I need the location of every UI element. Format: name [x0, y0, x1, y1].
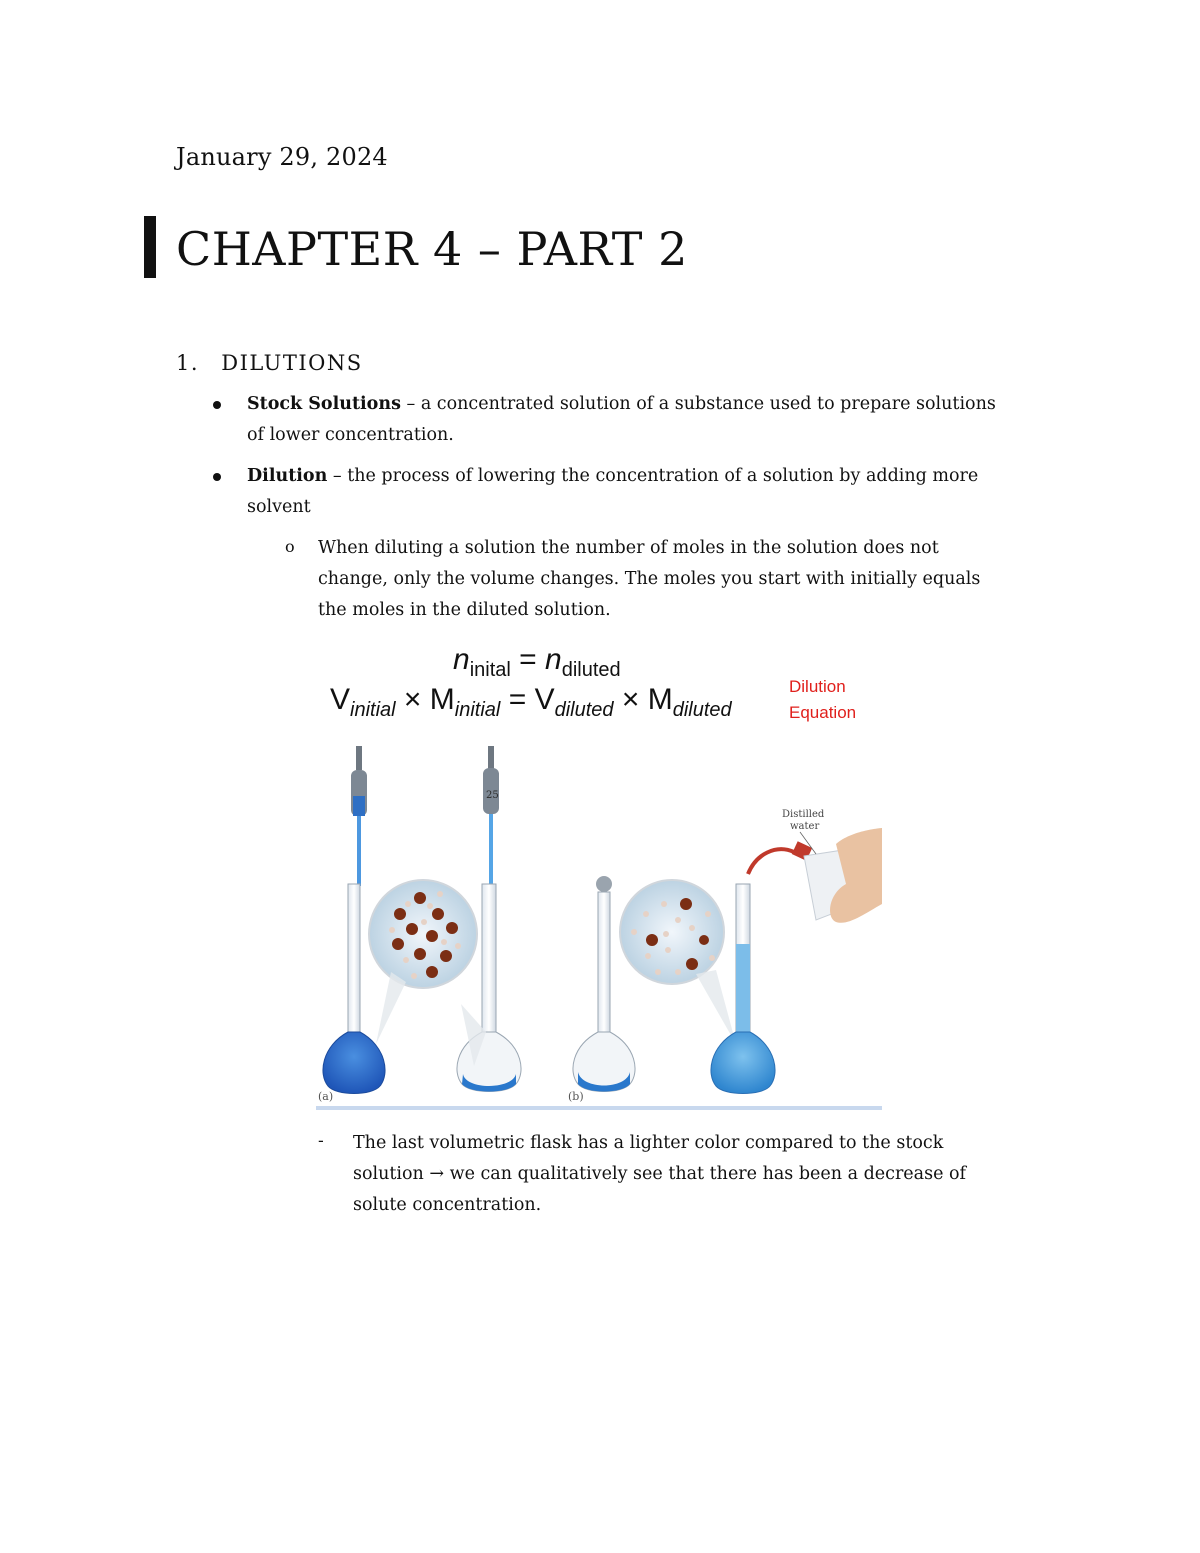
eq-symbol: M	[429, 683, 455, 716]
bullet-dot	[213, 473, 221, 481]
distilled-water-label: water	[790, 821, 820, 832]
bullet-dot	[213, 401, 221, 409]
eq-operator: ×	[395, 683, 430, 716]
sub-bullet-moles	[318, 533, 980, 626]
molecular-view-diluted-icon	[620, 880, 736, 1044]
section-title: DILUTIONS	[221, 351, 363, 375]
figure-caption-b: (b)	[568, 1090, 584, 1103]
eq-operator: ×	[613, 683, 648, 716]
wash-bottle-icon	[748, 828, 882, 923]
bullet-text-continued: of lower concentration.	[247, 425, 454, 445]
sub-bullet-line: the moles in the diluted solution.	[318, 600, 611, 620]
figure-caption-a: (a)	[318, 1090, 334, 1103]
eq-subscript: initial	[350, 699, 396, 721]
bullet-term: Dilution	[247, 466, 328, 486]
dilution-equation	[330, 683, 732, 722]
dilution-equation-label	[789, 674, 856, 726]
bullet-stock-solutions	[247, 389, 996, 451]
eq-symbol: M	[647, 683, 673, 716]
eq-label-line: Equation	[789, 703, 857, 722]
note-line: The last volumetric flask has a lighter color compared to the stock	[353, 1133, 944, 1153]
observation-note	[353, 1128, 966, 1221]
bullet-text: – the process of lowering the concentration of a solution by adding more	[327, 466, 979, 486]
bullet-text: – a concentrated solution of a substance used to prepare solutions	[400, 394, 996, 414]
panel-a	[318, 746, 521, 1103]
eq-subscript: initial	[454, 699, 501, 721]
figure-bottom-rule	[316, 1106, 882, 1110]
eq-symbol: V	[534, 683, 555, 716]
chapter-title: CHAPTER 4 – PART 2	[176, 222, 688, 276]
section-number: 1.	[176, 351, 200, 375]
distilled-water-label: Distilled	[782, 809, 825, 820]
eq-operator: =	[500, 683, 535, 716]
eq-subscript: diluted	[561, 659, 621, 681]
bullet-text-continued: solvent	[247, 497, 311, 517]
bullet-term: Stock Solutions	[247, 394, 401, 414]
document-date: January 29, 2024	[176, 143, 388, 171]
sub-bullet-line: When diluting a solution the number of moles in the solution does not	[318, 538, 939, 558]
eq-operator: =	[510, 643, 546, 676]
eq-subscript: diluted	[672, 699, 732, 721]
note-line: solute concentration.	[353, 1195, 542, 1215]
panel-b	[568, 809, 882, 1103]
pipette-icon	[351, 746, 367, 886]
pipette-volume-mark: 25	[486, 790, 499, 801]
molecular-view-stock-icon	[369, 880, 477, 1044]
sub-bullet-marker: o	[285, 537, 295, 556]
eq-label-line: Dilution	[789, 677, 846, 696]
title-accent-bar	[144, 216, 156, 278]
eq-subscript: inital	[469, 659, 511, 681]
dash-marker: -	[318, 1131, 324, 1151]
sub-bullet-line: change, only the volume changes. The moles you start with initially equals	[318, 569, 981, 589]
dilution-illustration	[316, 744, 882, 1114]
section-heading	[176, 351, 363, 375]
eq-symbol: n	[545, 643, 562, 676]
moles-equation	[453, 643, 621, 682]
bullet-dilution	[247, 461, 978, 523]
eq-symbol: V	[330, 683, 351, 716]
eq-subscript: diluted	[554, 699, 614, 721]
eq-symbol: n	[453, 643, 470, 676]
note-line: solution → we can qualitatively see that there has been a decrease of	[353, 1164, 967, 1184]
